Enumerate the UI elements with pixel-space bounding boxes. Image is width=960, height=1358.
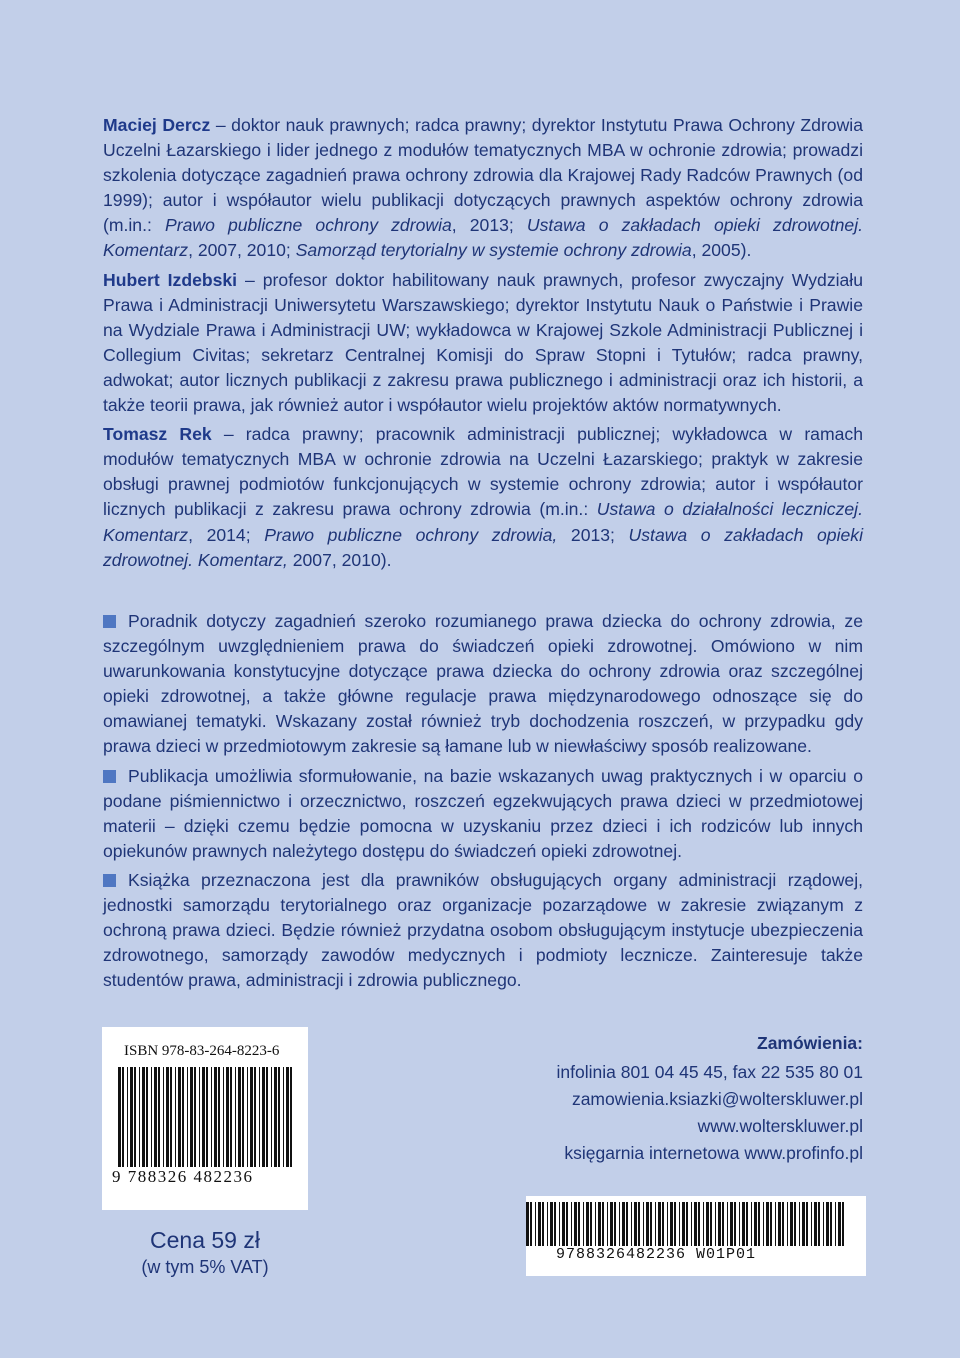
barcode-bar	[526, 1202, 529, 1246]
isbn-barcode-bars	[118, 1067, 294, 1167]
barcode-bar	[118, 1067, 121, 1167]
barcode-bar	[547, 1202, 548, 1246]
barcode-bar	[703, 1202, 704, 1246]
barcode-bar	[562, 1202, 565, 1246]
bio-text: , 2013;	[451, 215, 527, 236]
internal-barcode-digits: 9788326482236 W01P01	[556, 1246, 757, 1263]
price-value: Cena 59 zł	[150, 1227, 260, 1253]
barcode-bar	[826, 1202, 829, 1246]
publication-title: Ustawa o zakładach opieki zdrowotnej. Komentarz,	[103, 524, 863, 570]
barcode-bar	[559, 1202, 560, 1246]
bio-text: , 2014;	[188, 524, 265, 545]
author-bio	[103, 113, 863, 264]
barcode-bar	[634, 1202, 637, 1246]
orders-block	[557, 1030, 864, 1167]
description-paragraph	[103, 764, 863, 864]
barcode-bar	[619, 1202, 620, 1246]
author-bio	[103, 268, 863, 419]
barcode-bar	[667, 1202, 668, 1246]
barcode-bar	[214, 1067, 217, 1167]
barcode-bar	[710, 1202, 712, 1246]
barcode-bar	[134, 1067, 136, 1167]
barcode-bar	[763, 1202, 764, 1246]
description-text: Poradnik dotyczy zagadnień szeroko rozumianego prawa dziecka do ochrony zdrowia, ze szczególnym uwzględnieniem prawa do świadczeń opieki zdrowotnej. Omówiono w nim uwarunkowania konstytucyjne dotyczące prawa dziecka do ochrony zdrowia oraz szczególnej opieki zdrowotnej, a także główne regulacje prawa międzynarodowego odnoszące się do omawianej tematyki. Wskazany został również tryb dochodzenia roszczeń, w przypadku gdy prawa dzieci w przedmiotowym zakresie są łamane lub w niewłaściwy sposób realizowane.	[103, 611, 863, 757]
isbn-digits: 9 788326 482236	[112, 1167, 254, 1186]
author-name: Hubert Izdebski	[103, 269, 238, 290]
author-name: Tomasz Rek	[103, 424, 212, 445]
barcode-bar	[566, 1202, 568, 1246]
description-text: Książka przeznaczona jest dla prawników obsługujących organy administracji rządowej, jednostki samorządu terytorialnego oraz organizacje pozarządowe w zakresie związanym z ochroną prawa dzieci. Będzie również przydatna osobom obsługującym instytucje ubezpieczenia zdrowotnego, samorządy zawodów medycznych i podmioty lecznicze. Zainteresuje także studentów prawa, administracji i zdrowia publicznego.	[103, 869, 863, 991]
barcode-bar	[571, 1202, 572, 1246]
publication-title: Prawo publiczne ochrony zdrowia	[165, 215, 452, 236]
barcode-bar	[746, 1202, 748, 1246]
barcode-bar	[230, 1067, 232, 1167]
barcode-bar	[790, 1202, 793, 1246]
barcode-bar	[727, 1202, 728, 1246]
barcode-bar	[154, 1067, 157, 1167]
barcode-bar	[166, 1067, 169, 1167]
barcode-bar	[670, 1202, 673, 1246]
barcode-bar	[574, 1202, 577, 1246]
barcode-bar	[751, 1202, 752, 1246]
square-bullet-icon	[103, 615, 116, 628]
description-paragraph	[103, 868, 863, 993]
barcode-bar	[598, 1202, 601, 1246]
barcode-bar	[550, 1202, 553, 1246]
publication-title: Ustawa o działalności leczniczej. Komentarz	[103, 499, 863, 545]
barcode-bar	[778, 1202, 781, 1246]
barcode-bar	[262, 1067, 265, 1167]
barcode-bar	[658, 1202, 661, 1246]
barcode-bar	[775, 1202, 776, 1246]
publication-title: Prawo publiczne ochrony zdrowia,	[264, 524, 558, 545]
barcode-bar	[787, 1202, 788, 1246]
barcode-bar	[194, 1067, 196, 1167]
barcode-bar	[662, 1202, 664, 1246]
barcode-bar	[218, 1067, 220, 1167]
barcode-bar	[734, 1202, 736, 1246]
orders-heading: Zamówienia:	[757, 1033, 863, 1053]
barcode-bar	[679, 1202, 680, 1246]
barcode-bar	[170, 1067, 172, 1167]
barcode-bar	[686, 1202, 688, 1246]
barcode-bar	[586, 1202, 589, 1246]
barcode-bar	[718, 1202, 721, 1246]
author-bios	[103, 113, 863, 577]
barcode-bar	[283, 1067, 284, 1167]
barcode-bar	[602, 1202, 604, 1246]
barcode-bar	[698, 1202, 700, 1246]
barcode-bar	[794, 1202, 796, 1246]
barcode-bar	[578, 1202, 580, 1246]
barcode-bar	[650, 1202, 652, 1246]
barcode-bar	[655, 1202, 656, 1246]
barcode-bar	[259, 1067, 260, 1167]
barcode-bar	[818, 1202, 820, 1246]
barcode-bar	[146, 1067, 148, 1167]
barcode-bar	[782, 1202, 784, 1246]
barcode-bar	[199, 1067, 200, 1167]
barcode-bar	[175, 1067, 176, 1167]
barcode-bar	[770, 1202, 772, 1246]
barcode-bar	[739, 1202, 740, 1246]
barcode-bar	[142, 1067, 145, 1167]
barcode-bar	[250, 1067, 253, 1167]
barcode-bar	[590, 1202, 592, 1246]
publication-title: Ustawa o zakładach opieki zdrowotnej. Komentarz	[103, 215, 863, 261]
orders-phone: infolinia 801 04 45 45, fax 22 535 80 01	[556, 1062, 863, 1082]
bio-text: – radca prawny; pracownik administracji publicznej; wykładowca w ramach modułów tematycznych MBA w ochronie zdrowia na Uczelni Łazarskiego; praktyk w zakresie obsługi prawnej podmiotów funkcjonujących w systemie ochrony zdrowia; autor i współautor licznych publikacji z zakresu prawa ochrony zdrowia (m.in.:	[103, 424, 863, 520]
barcode-bar	[187, 1067, 188, 1167]
barcode-bar	[802, 1202, 805, 1246]
barcode-bar	[151, 1067, 152, 1167]
barcode-bar	[554, 1202, 556, 1246]
book-description	[103, 609, 863, 997]
barcode-bar	[691, 1202, 692, 1246]
bio-text: – profesor doktor habilitowany nauk prawnych, profesor zwyczajny Wydziału Prawa i Administracji Uniwersytetu Warszawskiego; dyrektor Instytutu Nauk o Państwie i Prawie na Wydziale Prawa i Administracji UW; wykładowca w Krajowej Szkole Administracji Publicznej i Collegium Civitas; sekretarz Centralnej Komisji do Spraw Stopni i Tytułów; radca prawny, adwokat; autor licznych publikacji z zakresu prawa publicznego i administracji oraz ich historii, a także teorii prawa, jak również autor i współautor wielu projektów aktów normatywnych.	[103, 269, 864, 416]
barcode-bar	[622, 1202, 625, 1246]
barcode-bar	[674, 1202, 676, 1246]
barcode-bar	[595, 1202, 596, 1246]
barcode-bar	[583, 1202, 584, 1246]
barcode-bar	[722, 1202, 724, 1246]
isbn-label: ISBN 978-83-264-8223-6	[124, 1043, 280, 1059]
bio-text: 2007, 2010).	[287, 549, 392, 570]
barcode-bar	[290, 1067, 292, 1167]
barcode-bar	[830, 1202, 832, 1246]
barcode-bar	[823, 1202, 824, 1246]
barcode-bar	[122, 1067, 124, 1167]
price-block	[102, 1225, 308, 1279]
barcode-bar	[139, 1067, 140, 1167]
barcode-bar	[742, 1202, 745, 1246]
orders-bookstore[interactable]: księgarnia internetowa www.profinfo.pl	[564, 1143, 863, 1163]
publication-title: Samorząd terytorialny w systemie ochrony zdrowia	[295, 240, 692, 261]
barcode-bar	[211, 1067, 212, 1167]
internal-barcode-bars	[526, 1202, 866, 1252]
bio-text: , 2005).	[691, 240, 752, 261]
barcode-bar	[766, 1202, 769, 1246]
barcode-bar	[754, 1202, 757, 1246]
barcode-bar	[278, 1067, 280, 1167]
barcode-bar	[182, 1067, 184, 1167]
barcode-bar	[806, 1202, 808, 1246]
barcode-bar	[682, 1202, 685, 1246]
barcode-bar	[266, 1067, 268, 1167]
barcode-bar	[643, 1202, 644, 1246]
bio-text: , 2007, 2010;	[188, 240, 296, 261]
author-name: Maciej Dercz	[103, 115, 211, 135]
barcode-bar	[130, 1067, 133, 1167]
square-bullet-icon	[103, 770, 116, 783]
barcode-bar	[631, 1202, 632, 1246]
barcode-bar	[530, 1202, 532, 1246]
barcode-bar	[206, 1067, 208, 1167]
barcode-bar	[158, 1067, 160, 1167]
description-text: Publikacja umożliwia sformułowanie, na bazie wskazanych uwag praktycznych i w oparciu o podane piśmiennictwo i orzecznictwo, roszczeń egzekwujących prawa dzieci w przedmiotowej materii – dzięki czemu będzie pomocna w uzyskaniu przez dzieci i ich rodziców lub innych opiekunów prawnych należytego dostępu do świadczeń opieki zdrowotnej.	[103, 765, 863, 861]
barcode-bar	[223, 1067, 224, 1167]
barcode-bar	[706, 1202, 709, 1246]
barcode-bar	[202, 1067, 205, 1167]
barcode-bar	[254, 1067, 256, 1167]
barcode-bar	[538, 1202, 541, 1246]
barcode-bar	[814, 1202, 817, 1246]
barcode-bar	[799, 1202, 800, 1246]
barcode-bar	[274, 1067, 277, 1167]
bio-text: – doktor nauk prawnych; radca prawny; dyrektor Instytutu Prawa Ochrony Zdrowia Uczelni Łazarskiego i lider jednego z modułów tematycznych MBA w ochronie zdrowia; prowadzi szkolenia dotyczące zagadnień prawa ochrony zdrowia dla Krajowej Rady Radców Prawnych (od 1999); autor i współautor wielu publikacji dotyczących prawnych aspektów ochrony zdrowia (m.in.:	[103, 115, 863, 236]
barcode-bar	[842, 1202, 844, 1246]
square-bullet-icon	[103, 874, 116, 887]
barcode-bar	[626, 1202, 628, 1246]
barcode-bar	[730, 1202, 733, 1246]
isbn-barcode	[102, 1027, 308, 1210]
barcode-bar	[178, 1067, 181, 1167]
barcode-bar	[226, 1067, 229, 1167]
barcode-bar	[614, 1202, 616, 1246]
barcode-bar	[542, 1202, 544, 1246]
barcode-bar	[758, 1202, 760, 1246]
bio-text: 2013;	[557, 524, 629, 545]
barcode-bar	[247, 1067, 248, 1167]
barcode-bar	[190, 1067, 193, 1167]
barcode-bar	[646, 1202, 649, 1246]
barcode-bar	[535, 1202, 536, 1246]
description-paragraph	[103, 609, 863, 760]
barcode-bar	[163, 1067, 164, 1167]
barcode-bar	[811, 1202, 812, 1246]
barcode-bar	[286, 1067, 289, 1167]
barcode-bar	[610, 1202, 613, 1246]
barcode-bar	[235, 1067, 236, 1167]
internal-barcode	[526, 1196, 866, 1276]
barcode-bar	[835, 1202, 836, 1246]
barcode-bar	[694, 1202, 697, 1246]
barcode-bar	[271, 1067, 272, 1167]
barcode-bar	[607, 1202, 608, 1246]
barcode-bar	[838, 1202, 841, 1246]
barcode-bar	[638, 1202, 640, 1246]
orders-website[interactable]: www.wolterskluwer.pl	[697, 1116, 863, 1136]
author-bio	[103, 422, 863, 573]
barcode-bar	[242, 1067, 244, 1167]
orders-email[interactable]: zamowienia.ksiazki@wolterskluwer.pl	[571, 1089, 863, 1109]
barcode-bar	[238, 1067, 241, 1167]
barcode-bar	[715, 1202, 716, 1246]
barcode-bar	[127, 1067, 128, 1167]
price-vat-note: (w tym 5% VAT)	[141, 1257, 269, 1277]
